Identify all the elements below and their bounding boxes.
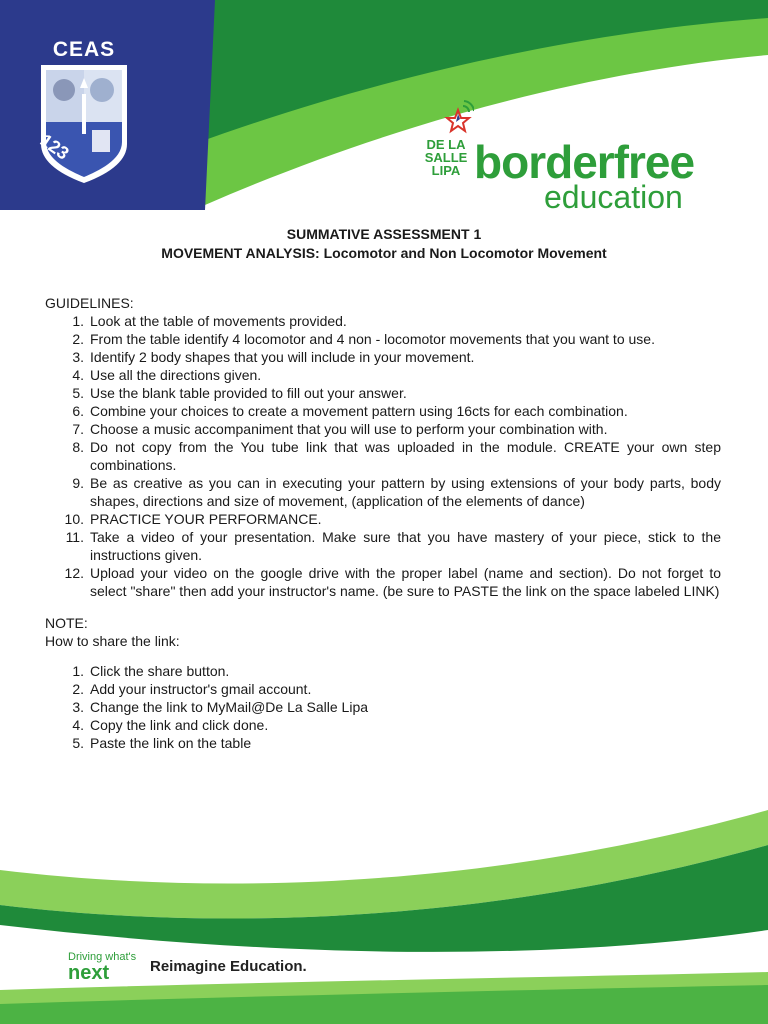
- guideline-item: [45, 564, 721, 600]
- ceas-shield-icon: [40, 64, 128, 184]
- document-title-block: [0, 225, 768, 263]
- share-step-item-number: 5.: [72, 735, 84, 751]
- document-body: [45, 294, 721, 752]
- driving-line1: Driving what's: [68, 951, 137, 963]
- driving-line2: next: [68, 962, 110, 984]
- guideline-item-number: 2.: [72, 331, 84, 347]
- footer-tagline: Reimagine Education.: [150, 958, 307, 975]
- guideline-item-text: Be as creative as you can in executing your pattern by using extensions of your body parts, body shapes, directions and size of movement, (application of the elements of dance): [90, 475, 721, 509]
- guideline-item-number: 8.: [72, 439, 84, 455]
- guideline-item: [45, 384, 721, 402]
- share-step-item: [45, 716, 721, 734]
- ceas-label: CEAS: [52, 38, 116, 61]
- dls-line1: DE LA: [426, 137, 466, 152]
- ceas-emblem: [36, 38, 132, 188]
- guideline-item: [45, 330, 721, 348]
- share-step-item-text: Change the link to MyMail@De La Salle Lipa: [90, 699, 369, 715]
- share-steps-list: [45, 662, 721, 752]
- guideline-item: [45, 366, 721, 384]
- share-step-item-text: Copy the link and click done.: [90, 717, 269, 733]
- guideline-item-number: 6.: [72, 403, 84, 419]
- guideline-item-number: 1.: [72, 313, 84, 329]
- guideline-item-text: Look at the table of movements provided.: [90, 313, 347, 329]
- guideline-item-text: Upload your video on the google drive with the proper label (name and section). Do not forget to select "share" then add your instructor's name. (be sure to PASTE the link on the space labeled LINK): [90, 565, 721, 599]
- document-title: SUMMATIVE ASSESSMENT 1: [286, 226, 482, 242]
- guideline-item: [45, 528, 721, 564]
- dls-line2: SALLE: [424, 150, 468, 165]
- share-step-item-number: 4.: [72, 717, 84, 733]
- guideline-item-number: 11.: [65, 529, 84, 545]
- guideline-item-number: 10.: [64, 511, 84, 527]
- guideline-item: [45, 438, 721, 474]
- guideline-item-text: Take a video of your presentation. Make sure that you have mastery of your piece, stick to the instructions given.: [90, 529, 721, 563]
- education-wordmark: education: [544, 179, 683, 215]
- guideline-item-text: Identify 2 body shapes that you will include in your movement.: [90, 349, 475, 365]
- share-step-item: [45, 680, 721, 698]
- note-subheading: How to share the link:: [45, 633, 180, 649]
- document-subtitle: MOVEMENT ANALYSIS: Locomotor and Non Locomotor Movement: [161, 245, 607, 261]
- borderfree-wordmark: borderfree: [474, 136, 695, 188]
- share-step-item-text: Paste the link on the table: [90, 735, 252, 751]
- guideline-item-number: 5.: [72, 385, 84, 401]
- dls-line3: LIPA: [431, 163, 461, 178]
- guideline-item: [45, 348, 721, 366]
- guideline-item-number: 12.: [64, 565, 84, 581]
- guideline-item-number: 4.: [72, 367, 84, 383]
- guideline-item-text: PRACTICE YOUR PERFORMANCE.: [90, 511, 322, 527]
- guideline-item: [45, 312, 721, 330]
- dls-star-icon: [444, 100, 474, 134]
- driving-whats-next-logo: [68, 952, 136, 983]
- guideline-item-number: 7.: [72, 421, 84, 437]
- guideline-item: [45, 474, 721, 510]
- guideline-item-text: Use the blank table provided to fill out your answer.: [90, 385, 407, 401]
- guidelines-list: [45, 312, 721, 600]
- guideline-item: [45, 420, 721, 438]
- guideline-item-number: 3.: [72, 349, 84, 365]
- guideline-item-text: Use all the directions given.: [90, 367, 262, 383]
- dls-wordmark: [420, 138, 472, 177]
- guideline-item-text: From the table identify 4 locomotor and 4 non - locomotor movements that you want to use.: [90, 331, 655, 347]
- share-step-item: [45, 734, 721, 752]
- guideline-item-text: Combine your choices to create a movement pattern using 16cts for each combination.: [90, 403, 628, 419]
- guideline-item-text: Choose a music accompaniment that you will use to perform your combination with.: [90, 421, 608, 437]
- note-heading: NOTE:: [45, 615, 88, 631]
- share-step-item: [45, 698, 721, 716]
- share-step-item: [45, 662, 721, 680]
- ceas-shield-numbers: 123: [36, 130, 73, 164]
- share-step-item-text: Add your instructor's gmail account.: [90, 681, 312, 697]
- guidelines-heading: GUIDELINES:: [45, 295, 134, 311]
- share-step-item-number: 1.: [72, 663, 84, 679]
- share-step-item-number: 2.: [72, 681, 84, 697]
- guideline-item-number: 9.: [72, 475, 84, 491]
- share-step-item-text: Click the share button.: [90, 663, 230, 679]
- share-step-item-number: 3.: [72, 699, 84, 715]
- guideline-item: [45, 510, 721, 528]
- guideline-item-text: Do not copy from the You tube link that was uploaded in the module. CREATE your own step combinations.: [90, 439, 721, 473]
- guideline-item: [45, 402, 721, 420]
